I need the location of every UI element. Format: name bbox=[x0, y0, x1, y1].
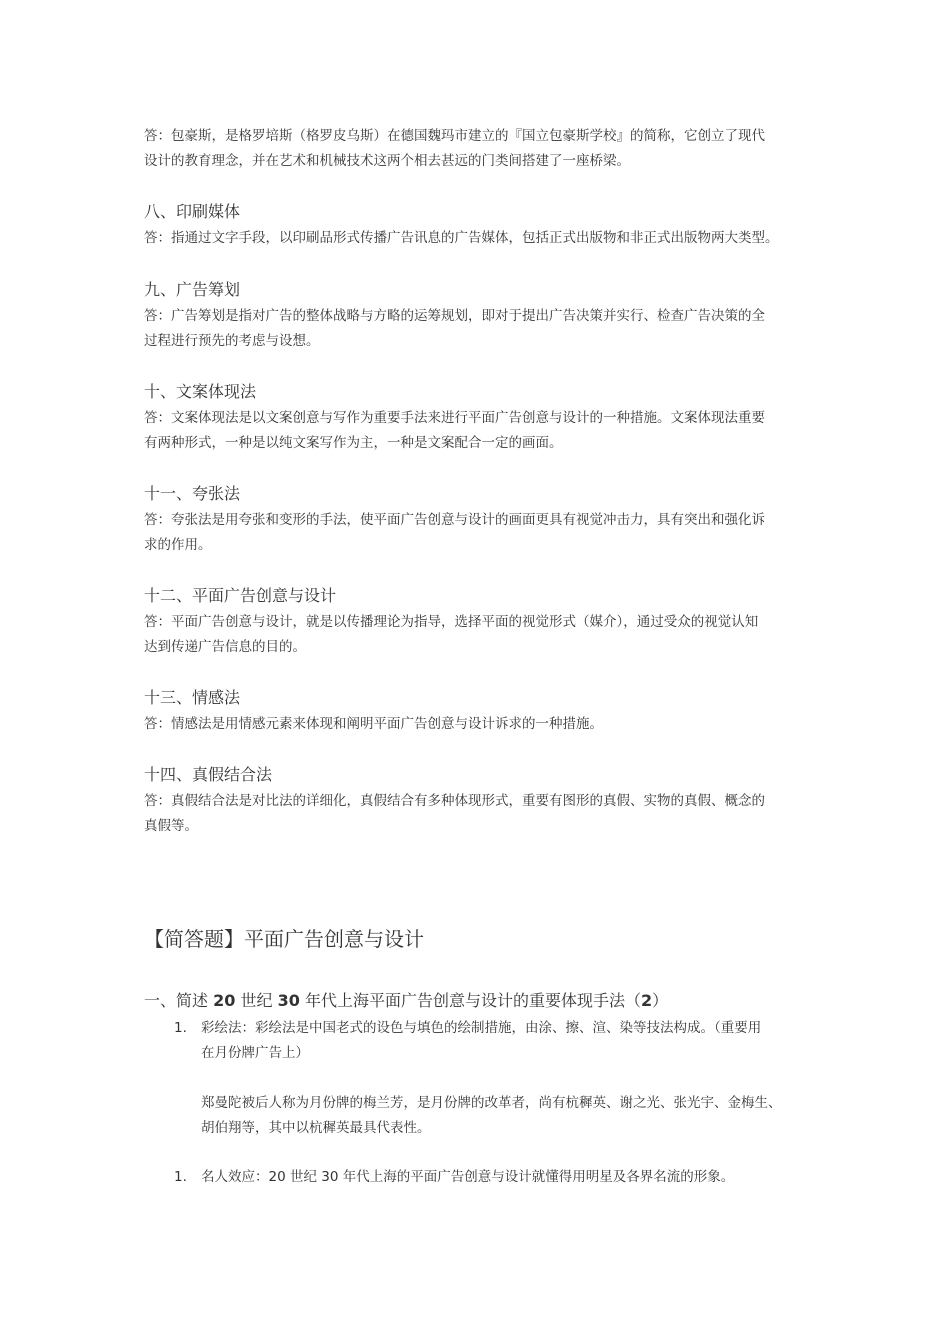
answer-line: 过程进行预先的考虑与设想。 bbox=[144, 333, 320, 349]
section-title: 【简答题】平面广告创意与设计 bbox=[144, 927, 424, 951]
list-item-number: 1. bbox=[174, 1169, 187, 1185]
term-title: 十三、情感法 bbox=[144, 688, 241, 707]
list-item-number: 1. bbox=[174, 1020, 187, 1036]
list-item-extra bbox=[201, 1091, 782, 1141]
question-text: 年代上海平面广告创意与设计的重要体现手法（ bbox=[304, 991, 641, 1010]
list-item bbox=[201, 1165, 734, 1190]
intro-answer bbox=[144, 124, 816, 174]
term-title: 九、广告筹划 bbox=[144, 280, 241, 299]
term-answer bbox=[144, 789, 816, 839]
term-answer bbox=[144, 304, 816, 354]
question-prefix: 一、简述 bbox=[144, 991, 209, 1010]
answer-line: 有两种形式，一种是以纯文案写作为主，一种是文案配合一定的画面。 bbox=[144, 435, 563, 451]
list-item-line: 在月份牌广告上） bbox=[201, 1045, 309, 1061]
term-answer bbox=[144, 712, 816, 737]
list-item-line: 彩绘法：彩绘法是中国老式的设色与填色的绘制措施，由涂、擦、渲、染等技法构成。（重要用 bbox=[201, 1020, 762, 1036]
answer-line: 真假等。 bbox=[144, 818, 198, 834]
answer-line: 答：平面广告创意与设计，就是以传播理论为指导，选择平面的视觉形式（媒介），通过受众的视觉认知 bbox=[144, 614, 759, 630]
answer-line: 设计的教育理念，并在艺术和机械技术这两个相去甚远的门类间搭建了一座桥梁。 bbox=[144, 153, 630, 169]
term-title: 十、文案体现法 bbox=[144, 382, 257, 401]
list-item bbox=[201, 1016, 761, 1066]
question-title bbox=[144, 990, 668, 1012]
answer-line: 答：真假结合法是对比法的详细化，真假结合有多种体现形式，重要有图形的真假、实物的真假、概念的 bbox=[144, 793, 765, 809]
list-item-line: 郑曼陀被后人称为月份牌的梅兰芳，是月份牌的改革者，尚有杭穉英、谢之光、张光宇、金梅生、 bbox=[201, 1095, 782, 1111]
answer-line: 答：广告筹划是指对广告的整体战略与方略的运筹规划，即对于提出广告决策并实行、检查广告决策的全 bbox=[144, 308, 765, 324]
term-title: 十一、夸张法 bbox=[144, 484, 241, 503]
question-number: 30 bbox=[277, 991, 300, 1010]
answer-line: 答：包豪斯，是格罗培斯（格罗皮乌斯）在德国魏玛市建立的『国立包豪斯学校』的简称，它创立了现代 bbox=[144, 128, 765, 144]
term-title: 八、印刷媒体 bbox=[144, 202, 241, 221]
answer-line: 答：文案体现法是以文案创意与写作为重要手法来进行平面广告创意与设计的一种措施。文案体现法重要 bbox=[144, 410, 765, 426]
list-item-line: 名人效应：20 世纪 30 年代上海的平面广告创意与设计就懂得用明星及各界名流的形象。 bbox=[201, 1169, 735, 1185]
term-answer bbox=[144, 610, 816, 660]
term-answer bbox=[144, 226, 816, 251]
answer-line: 达到传递广告信息的目的。 bbox=[144, 639, 306, 655]
question-number: 20 bbox=[213, 991, 236, 1010]
question-text: 世纪 bbox=[240, 991, 273, 1010]
answer-line: 求的作用。 bbox=[144, 537, 212, 553]
answer-line: 答：夸张法是用夸张和变形的手法，使平面广告创意与设计的画面更具有视觉冲击力，具有突出和强化诉 bbox=[144, 512, 765, 528]
question-suffix: ） bbox=[652, 991, 669, 1010]
term-title: 十二、平面广告创意与设计 bbox=[144, 586, 337, 605]
term-title: 十四、真假结合法 bbox=[144, 765, 273, 784]
answer-line: 答：情感法是用情感元素来体现和阐明平面广告创意与设计诉求的一种措施。 bbox=[144, 716, 603, 732]
question-number: 2 bbox=[640, 991, 653, 1010]
term-answer bbox=[144, 406, 816, 456]
term-answer bbox=[144, 508, 816, 558]
list-item-line: 胡伯翔等，其中以杭穉英最具代表性。 bbox=[201, 1120, 431, 1136]
answer-line: 答：指通过文字手段，以印刷品形式传播广告讯息的广告媒体，包括正式出版物和非正式出版物两大类型。 bbox=[144, 230, 779, 246]
